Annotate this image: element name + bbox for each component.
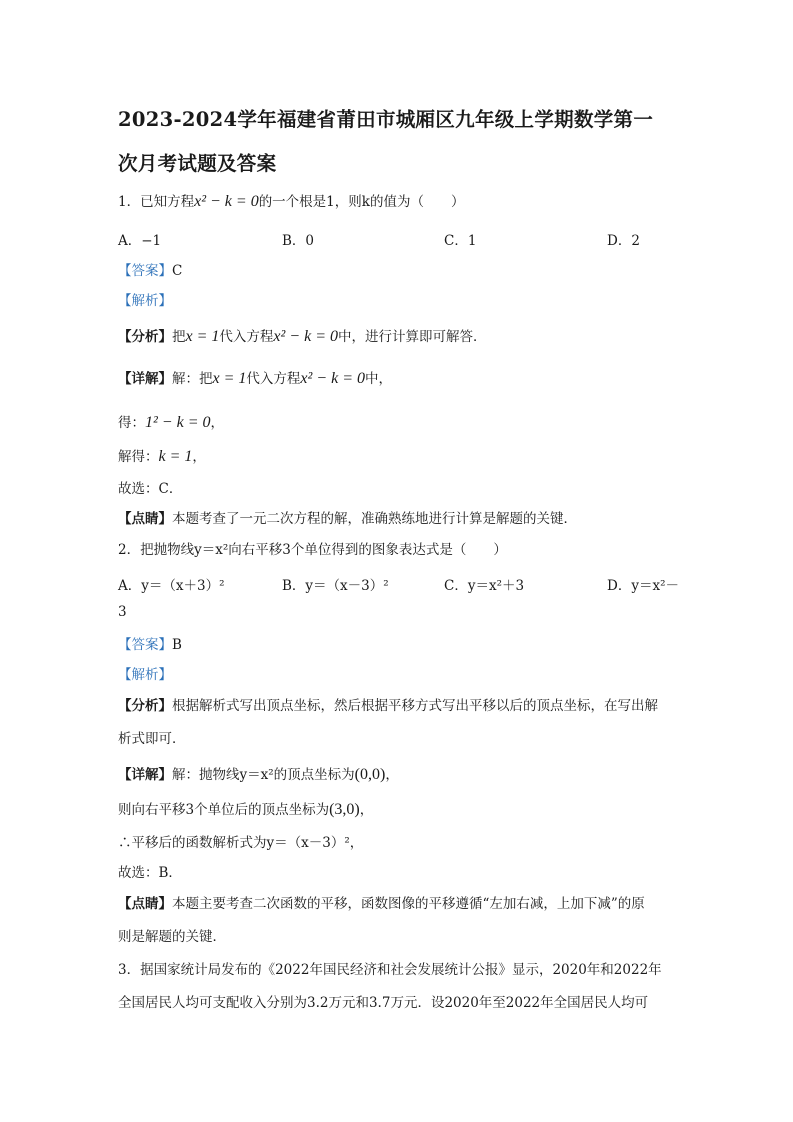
q1-jiede-end: ，: [192, 449, 206, 465]
doc-title-line-1: 2023-2024学年福建省莆田市城厢区九年级上学期数学第一: [118, 108, 654, 131]
q1-jiede-equation: k = 1: [158, 448, 193, 465]
q1-stem-text: 1．已知方程: [118, 194, 195, 210]
q2-shift-line: [118, 801, 373, 819]
doc-title-line-2: 次月考试题及答案: [118, 152, 277, 175]
xiangjie-tag: 【详解】: [118, 371, 172, 387]
q1-jiede-label: 解得：: [118, 449, 159, 465]
q1-option-d: D．2: [607, 233, 640, 249]
q2-dianjing-line-1: [118, 895, 645, 913]
answer-tag: 【答案】: [118, 637, 172, 653]
q1-xiangjie-text: 解：把: [172, 371, 213, 387]
q2-xiangjie: [118, 766, 399, 784]
q2-shift-text: 则向右平移3个单位后的顶点坐标为: [118, 802, 330, 818]
xiangjie-tag: 【详解】: [118, 767, 172, 783]
q2-option-c: C．y＝x²＋3: [444, 578, 525, 594]
q1-fenxi: [118, 328, 487, 346]
q2-choose: 故选：B．: [118, 865, 182, 881]
q2-fenxi-text: 根据解析式写出顶点坐标，然后根据平移方式写出平移以后的顶点坐标，在写出解: [172, 698, 658, 714]
dianjing-tag: 【点睛】: [118, 896, 172, 912]
q1-dianjing: [118, 510, 577, 528]
q2-option-d: D．y＝x²－: [607, 578, 679, 594]
dianjing-tag: 【点睛】: [118, 511, 172, 527]
q2-vertex-original: (0,0): [354, 766, 386, 783]
q2-answer-value: B: [172, 637, 182, 653]
q1-xiangjie-end: 中，: [365, 371, 392, 387]
q1-fenxi-text: 把: [172, 329, 186, 345]
fenxi-tag: 【分析】: [118, 329, 172, 345]
q1-jiede-line: [118, 448, 206, 466]
q1-stem: [118, 193, 464, 211]
q2-answer: [118, 636, 182, 654]
q1-fenxi-eq1: x = 1: [185, 328, 220, 345]
q2-shift-end: ，: [359, 802, 374, 818]
q1-fenxi-end: 中，进行计算即可解答．: [338, 329, 487, 345]
q1-stem-text-end: 的一个根是1，则k的值为（ ）: [258, 194, 465, 210]
q2-fenxi-line-2: 析式即可．: [118, 731, 186, 747]
q1-stem-equation: x² − k = 0: [194, 193, 259, 210]
q1-xiangjie-eq2: x² − k = 0: [300, 370, 365, 387]
q1-xiangjie: [118, 370, 392, 388]
q2-vertex-shifted: (3,0): [329, 801, 360, 818]
q2-dianjing-line-2: 则是解题的关键．: [118, 929, 226, 945]
q2-stem: 2．把抛物线y＝x²向右平移3个单位得到的图象表达式是（ ）: [118, 542, 507, 558]
q2-xiangjie-end: ，: [385, 767, 399, 783]
q1-de-line: [118, 414, 224, 432]
answer-tag: 【答案】: [118, 263, 172, 279]
q1-option-a: A．−1: [118, 233, 162, 249]
q2-dianjing-text: 本题主要考查二次函数的平移，函数图像的平移遵循“左加右减，上加下减”的原: [172, 896, 645, 912]
q2-xiangjie-text: 解：抛物线y＝x²的顶点坐标为: [172, 767, 355, 783]
q1-answer-value: C: [172, 263, 183, 279]
q1-choose: 故选：C．: [118, 481, 183, 497]
q1-fenxi-mid: 代入方程: [219, 329, 274, 345]
q1-de-label: 得：: [118, 415, 145, 431]
q2-option-d-wrap: 3: [118, 604, 127, 620]
q2-analysis-tag: 【解析】: [118, 667, 172, 683]
q2-option-b: B．y＝（x－3）²: [282, 578, 389, 594]
q1-answer: [118, 262, 182, 280]
fenxi-tag: 【分析】: [118, 698, 172, 714]
q1-analysis-tag: 【解析】: [118, 293, 172, 309]
q2-result-line: ∴平移后的函数解析式为y＝（x－3）²，: [118, 835, 364, 851]
q3-stem-line-2: 全国居民人均可支配收入分别为3.2万元和3.7万元．设2020年至2022年全国居民人均可: [118, 995, 649, 1011]
q1-fenxi-eq2: x² − k = 0: [273, 328, 338, 345]
q1-xiangjie-eq1: x = 1: [212, 370, 247, 387]
q1-option-b: B．0: [282, 233, 315, 249]
q2-option-a: A．y＝（x＋3）²: [118, 578, 225, 594]
q1-xiangjie-mid: 代入方程: [246, 371, 301, 387]
q1-dianjing-text: 本题考查了一元二次方程的解，准确熟练地进行计算是解题的关键．: [172, 511, 577, 527]
q3-stem-line-1: 3．据国家统计局发布的《2022年国民经济和社会发展统计公报》显示，2020年和2022年: [118, 962, 662, 978]
q2-fenxi-line-1: [118, 697, 658, 715]
q1-de-equation: 1² − k = 0: [145, 414, 211, 431]
q1-option-c: C．1: [444, 233, 477, 249]
q1-de-end: ，: [210, 415, 224, 431]
